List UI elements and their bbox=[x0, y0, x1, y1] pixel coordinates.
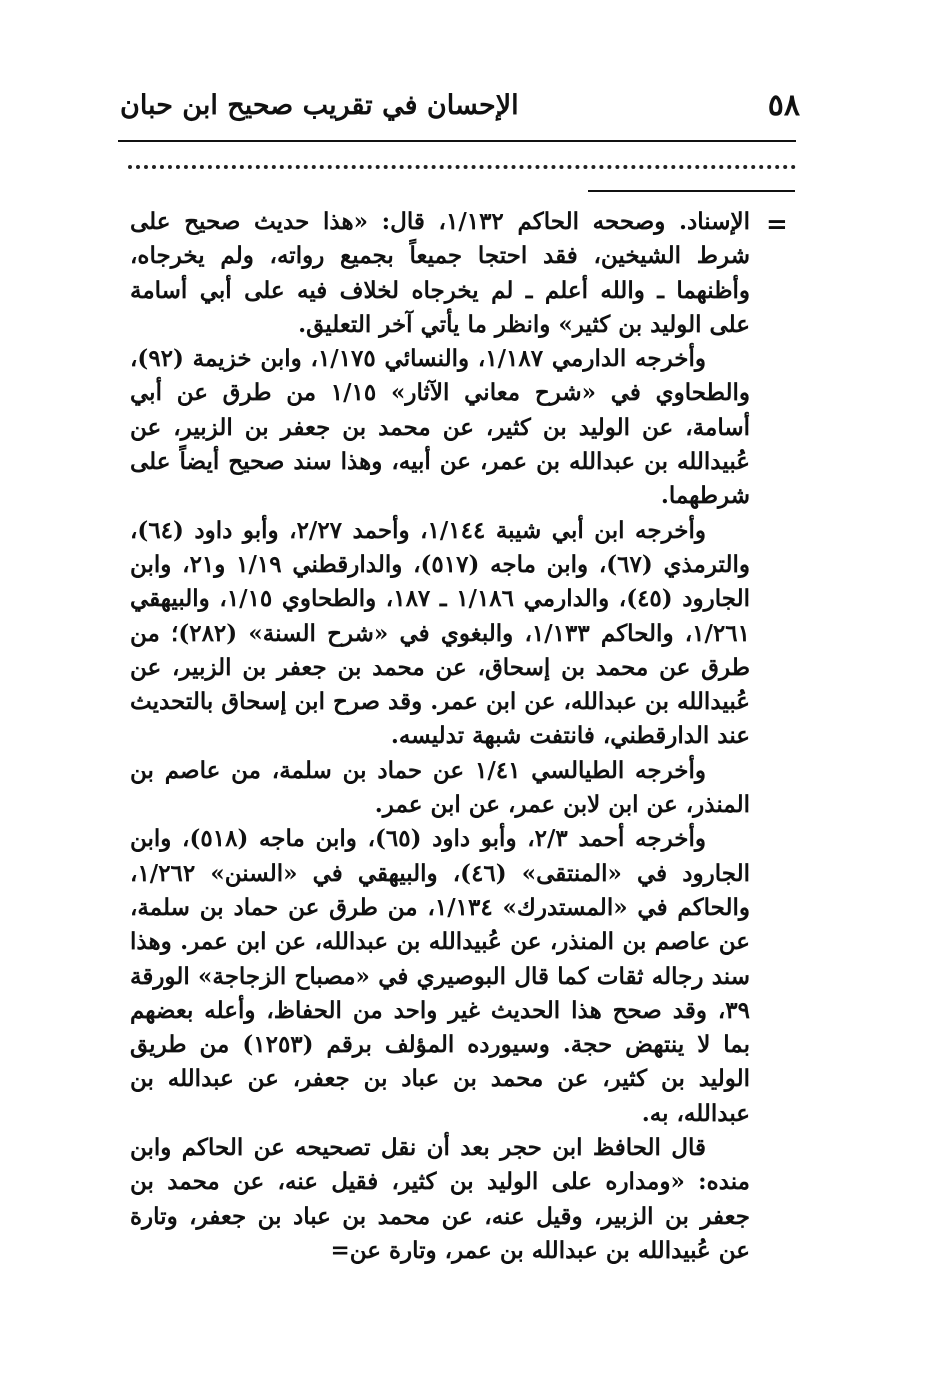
page-number: ٥٨ bbox=[767, 88, 800, 123]
running-title: الإحسان في تقريب صحيح ابن حبان bbox=[120, 90, 519, 121]
footnote-rule bbox=[588, 190, 795, 192]
page-header bbox=[120, 86, 800, 136]
dotted-separator bbox=[128, 165, 796, 169]
paragraph-5: وأخرجه أحمد ٢/٣، وأبو داود (٦٥)، وابن ماجه (٥١٨)، وابن الجارود في «المنتقى» (٤٦)، والبيهقي في «السنن» ١/٢٦٢، والحاكم في «المستدرك» ١/١٣٤، من طرق عن حماد بن سلمة، عن عاصم بن المنذر، عن عُبيدالله بن عبدالله، عن ابن عمر. وهذا سند رجاله ثقات كما قال البوصيري في «مصباح الزجاجة» الورقة ٣٩، وقد صحح هذا الحديث غير واحد من الحفاظ، وأعله بعضهم بما لا ينتهض حجة. وسيورده المؤلف برقم (١٢٥٣) من طريق الوليد بن كثير، عن محمد بن عباد بن جعفر، عن عبدالله بن عبدالله، به. bbox=[130, 825, 751, 1127]
paragraph-2: وأخرجه الدارمي ١/١٨٧، والنسائي ١/١٧٥، وابن خزيمة (٩٢)، والطحاوي في «شرح معاني الآثار» ١/١٥ من طرق عن أبي أسامة، عن الوليد بن كثير، عن محمد بن جعفر بن الزبير، عن عُبيدالله بن عبدالله بن عمر، عن أبيه، وهذا سند صحيح أيضاً على شرطهما. bbox=[130, 345, 750, 510]
paragraph-1: الإسناد. وصححه الحاكم ١/١٣٢، قال: «هذا حديث صحيح على شرط الشيخين، فقد احتجا جميعاً بجميع رواته، ولم يخرجاه، وأظنهما ـ والله أعلم ـ لم يخرجاه لخلاف فيه على أبي أسامة على الوليد بن كثير» وانظر ما يأتي آخر التعليق. bbox=[130, 208, 750, 338]
continuation-mark: = bbox=[766, 210, 788, 240]
paragraph-6: قال الحافظ ابن حجر بعد أن نقل تصحيحه عن الحاكم وابن منده: «ومداره على الوليد بن كثير، فقيل عنه، عن محمد بن جعفر بن الزبير، وقيل عنه، عن محمد بن عباد بن جعفر، وتارة عن عُبيدالله بن عبدالله بن عمر، وتارة عن= bbox=[130, 1134, 750, 1264]
paragraph-3: وأخرجه ابن أبي شيبة ١/١٤٤، وأحمد ٢/٢٧، وأبو داود (٦٤)، والترمذي (٦٧)، وابن ماجه (٥١٧)، والدارقطني ١/١٩ و٢١، وابن الجارود (٤٥)، والدارمي ١/١٨٦ ـ ١٨٧، والطحاوي ١/١٥، والبيهقي ١/٢٦١، والحاكم ١/١٣٣، والبغوي في «شرح السنة» (٢٨٢)؛ من طرق عن محمد بن إسحاق، عن محمد بن جعفر بن الزبير، عن عُبيدالله بن عبدالله، عن ابن عمر. وقد صرح ابن إسحاق بالتحديث عند الدارقطني، فانتفت شبهة تدليسه. bbox=[130, 516, 750, 750]
paragraph-4: وأخرجه الطيالسي ١/٤١ عن حماد بن سلمة، من عاصم بن المنذر، عن ابن لابن عمر، عن ابن عمر. bbox=[130, 756, 750, 819]
header-rule bbox=[118, 140, 796, 142]
footnote-text bbox=[130, 205, 750, 1268]
